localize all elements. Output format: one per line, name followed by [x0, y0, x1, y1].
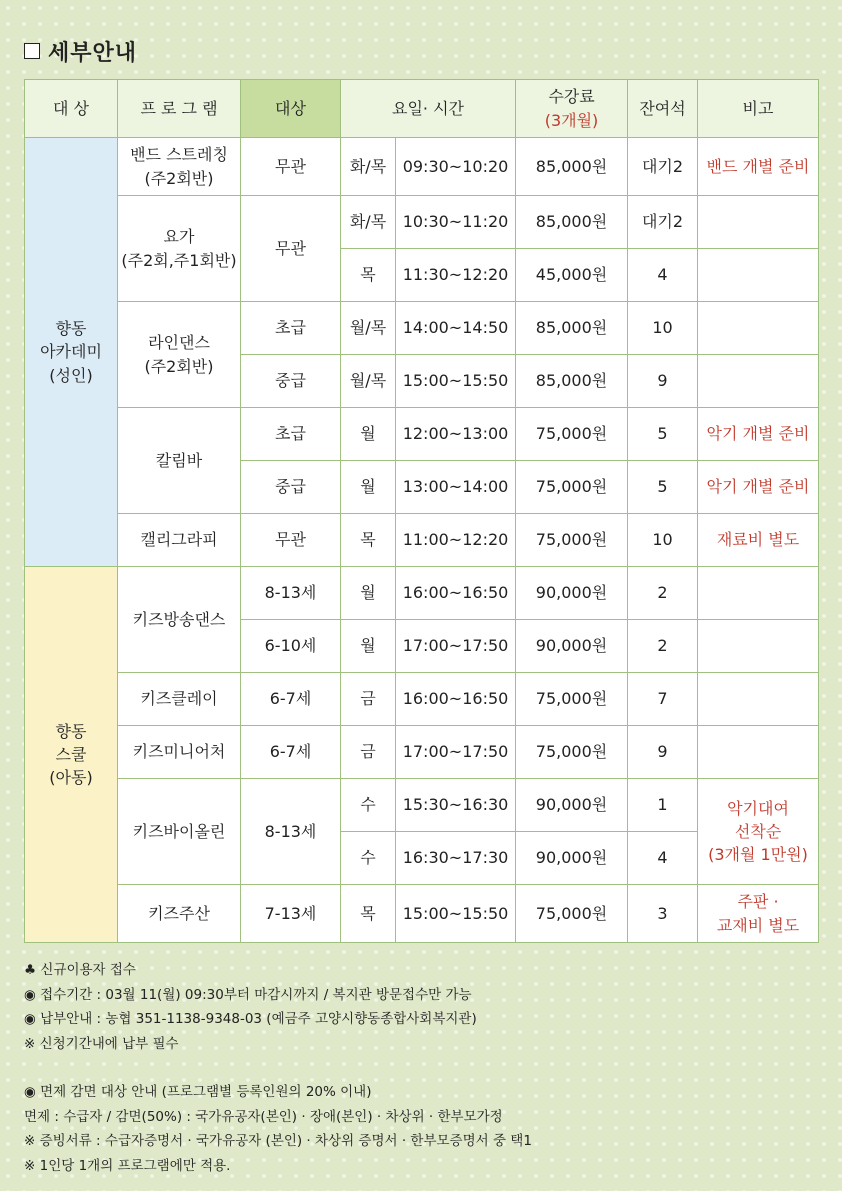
program-cell-line: 밴드 스트레칭 [130, 145, 228, 165]
note-line: ◉ 면제 감면 대상 안내 (프로그램별 등록인원의 20% 이내) [24, 1084, 372, 1100]
target-cell: 8-13세 [241, 567, 341, 620]
note-cell [698, 302, 819, 355]
program-cell [118, 138, 241, 196]
program-cell-line: (주2회반) [144, 356, 214, 376]
group-cell [25, 567, 118, 943]
group-cell-line: 스쿨 [55, 744, 87, 764]
note-cell-line: 악기 개별 준비 [706, 424, 810, 444]
target-cell: 초급 [241, 408, 341, 461]
seats-cell: 4 [628, 249, 698, 302]
note-cell [698, 620, 819, 673]
header-time: 요일· 시간 [341, 80, 516, 138]
fee-cell: 75,000원 [516, 885, 628, 943]
note-cell [698, 885, 819, 943]
group-cell [25, 138, 118, 567]
program-cell [118, 885, 241, 943]
time-cell: 10:30~11:20 [396, 196, 516, 249]
program-cell-line: 키즈주산 [148, 903, 210, 923]
note-line: ◉ 접수기간 : 03월 11(월) 09:30부터 마감시까지 / 복지관 방문접수만 가능 [24, 986, 472, 1003]
day-cell: 월 [341, 620, 396, 673]
header-seats: 잔여석 [628, 80, 698, 138]
note-cell-line: 선착순 [734, 821, 782, 841]
time-cell: 17:00~17:50 [396, 620, 516, 673]
fee-cell: 90,000원 [516, 620, 628, 673]
target-cell: 6-10세 [241, 620, 341, 673]
table-row [25, 885, 819, 943]
day-cell: 화/목 [341, 138, 396, 196]
note-line: ※ 신청기간내에 납부 필수 [24, 1035, 179, 1052]
day-cell: 수 [341, 832, 396, 885]
table-row [25, 726, 819, 779]
group-cell-line: (아동) [49, 768, 93, 788]
day-cell: 월 [341, 567, 396, 620]
target-cell: 7-13세 [241, 885, 341, 943]
seats-cell: 5 [628, 408, 698, 461]
day-cell: 월/목 [341, 302, 396, 355]
header-fee-label: 수강료 [548, 87, 595, 107]
header-target: 대상 [241, 80, 341, 138]
fee-cell: 85,000원 [516, 302, 628, 355]
fee-cell: 90,000원 [516, 779, 628, 832]
time-cell: 15:30~16:30 [396, 779, 516, 832]
seats-cell: 5 [628, 461, 698, 514]
fee-cell: 85,000원 [516, 196, 628, 249]
program-cell-line: 요가 [163, 227, 195, 247]
target-cell: 8-13세 [241, 779, 341, 885]
day-cell: 화/목 [341, 196, 396, 249]
note-line: ♣ 신규이용자 접수 [24, 962, 136, 978]
note-cell [698, 567, 819, 620]
note-cell [698, 249, 819, 302]
note-cell [698, 408, 819, 461]
checkbox-square-icon [24, 43, 40, 59]
seats-cell: 7 [628, 673, 698, 726]
day-cell: 월/목 [341, 355, 396, 408]
schedule-table [24, 79, 819, 943]
time-cell: 11:00~12:20 [396, 514, 516, 567]
program-cell-line: 키즈미니어처 [132, 742, 226, 762]
page-title-text: 세부안내 [48, 41, 138, 66]
header-group: 대 상 [25, 80, 118, 138]
seats-cell: 4 [628, 832, 698, 885]
seats-cell: 대기2 [628, 138, 698, 196]
target-cell: 초급 [241, 302, 341, 355]
page-title [24, 36, 137, 67]
program-cell-line: 라인댄스 [148, 333, 210, 353]
group-cell-line: 아카데미 [40, 342, 102, 362]
day-cell: 금 [341, 726, 396, 779]
seats-cell: 10 [628, 514, 698, 567]
note-cell-line: 주판 · [737, 892, 779, 912]
note-line [24, 1056, 532, 1080]
time-cell: 12:00~13:00 [396, 408, 516, 461]
seats-cell: 10 [628, 302, 698, 355]
time-cell: 15:00~15:50 [396, 885, 516, 943]
header-program: 프 로 그 램 [118, 80, 241, 138]
day-cell: 월 [341, 461, 396, 514]
table-row [25, 408, 819, 461]
note-line: 면제 : 수급자 / 감면(50%) : 국가유공자(본인) · 장애(본인) · 차상위 · 한부모가정 [24, 1108, 503, 1125]
note-cell [698, 514, 819, 567]
fee-cell: 75,000원 [516, 514, 628, 567]
notes-section [24, 958, 532, 1178]
table-row [25, 779, 819, 832]
target-cell: 6-7세 [241, 726, 341, 779]
fee-cell: 45,000원 [516, 249, 628, 302]
program-cell [118, 196, 241, 302]
note-cell [698, 138, 819, 196]
seats-cell: 2 [628, 620, 698, 673]
program-cell [118, 673, 241, 726]
note-line: ◉ 납부안내 : 농협 351-1138-9348-03 (예금주 고양시향동종합사회복지관) [24, 1011, 477, 1027]
note-line: ※ 증빙서류 : 수급자증명서 · 국가유공자 (본인) · 차상위 증명서 · 한부모증명서 중 택1 [24, 1133, 532, 1149]
time-cell: 17:00~17:50 [396, 726, 516, 779]
table-row [25, 673, 819, 726]
table-row [25, 138, 819, 196]
program-cell-line: 캘리그라피 [140, 530, 218, 550]
table-row [25, 302, 819, 355]
fee-cell: 75,000원 [516, 673, 628, 726]
note-cell-line: 악기 개별 준비 [706, 477, 810, 497]
header-fee-sub: (3개월) [544, 110, 599, 130]
program-cell [118, 567, 241, 673]
table-header-row [25, 80, 819, 138]
note-cell [698, 196, 819, 249]
fee-cell: 75,000원 [516, 726, 628, 779]
seats-cell: 9 [628, 726, 698, 779]
day-cell: 금 [341, 673, 396, 726]
time-cell: 16:30~17:30 [396, 832, 516, 885]
program-cell [118, 302, 241, 408]
group-cell-line: 향동 [55, 319, 87, 339]
time-cell: 15:00~15:50 [396, 355, 516, 408]
fee-cell: 85,000원 [516, 138, 628, 196]
note-cell-line: 악기대여 [727, 798, 789, 818]
seats-cell: 2 [628, 567, 698, 620]
target-cell: 6-7세 [241, 673, 341, 726]
note-cell [698, 461, 819, 514]
table-row [25, 514, 819, 567]
program-cell-line: 키즈방송댄스 [132, 609, 226, 629]
seats-cell: 3 [628, 885, 698, 943]
fee-cell: 90,000원 [516, 832, 628, 885]
fee-cell: 90,000원 [516, 567, 628, 620]
group-cell-line: (성인) [49, 365, 93, 385]
time-cell: 16:00~16:50 [396, 567, 516, 620]
note-cell [698, 355, 819, 408]
table-row [25, 567, 819, 620]
fee-cell: 75,000원 [516, 408, 628, 461]
program-cell [118, 408, 241, 514]
note-cell [698, 779, 819, 885]
time-cell: 14:00~14:50 [396, 302, 516, 355]
seats-cell: 9 [628, 355, 698, 408]
note-cell-line: 밴드 개별 준비 [706, 156, 810, 176]
fee-cell: 75,000원 [516, 461, 628, 514]
target-cell: 무관 [241, 196, 341, 302]
note-cell-line: 교재비 별도 [716, 915, 800, 935]
program-cell-line: (주2회,주1회반) [121, 250, 237, 270]
note-cell [698, 673, 819, 726]
target-cell: 무관 [241, 514, 341, 567]
seats-cell: 1 [628, 779, 698, 832]
program-cell-line: 칼림바 [155, 450, 203, 470]
note-cell-line: (3개월 1만원) [708, 845, 808, 865]
day-cell: 목 [341, 249, 396, 302]
table-row [25, 196, 819, 249]
program-cell [118, 514, 241, 567]
day-cell: 월 [341, 408, 396, 461]
note-cell [698, 726, 819, 779]
note-cell-line: 재료비 별도 [716, 530, 800, 550]
time-cell: 13:00~14:00 [396, 461, 516, 514]
time-cell: 09:30~10:20 [396, 138, 516, 196]
program-cell-line: (주2회반) [144, 168, 214, 188]
program-cell-line: 키즈바이올린 [132, 821, 226, 841]
time-cell: 11:30~12:20 [396, 249, 516, 302]
program-cell [118, 779, 241, 885]
day-cell: 목 [341, 514, 396, 567]
target-cell: 중급 [241, 461, 341, 514]
header-note: 비고 [698, 80, 819, 138]
fee-cell: 85,000원 [516, 355, 628, 408]
group-cell-line: 향동 [55, 721, 87, 741]
seats-cell: 대기2 [628, 196, 698, 249]
target-cell: 무관 [241, 138, 341, 196]
program-cell [118, 726, 241, 779]
time-cell: 16:00~16:50 [396, 673, 516, 726]
day-cell: 목 [341, 885, 396, 943]
day-cell: 수 [341, 779, 396, 832]
header-fee [516, 80, 628, 138]
note-line: ※ 1인당 1개의 프로그램에만 적용. [24, 1157, 231, 1174]
program-cell-line: 키즈클레이 [140, 689, 218, 709]
target-cell: 중급 [241, 355, 341, 408]
